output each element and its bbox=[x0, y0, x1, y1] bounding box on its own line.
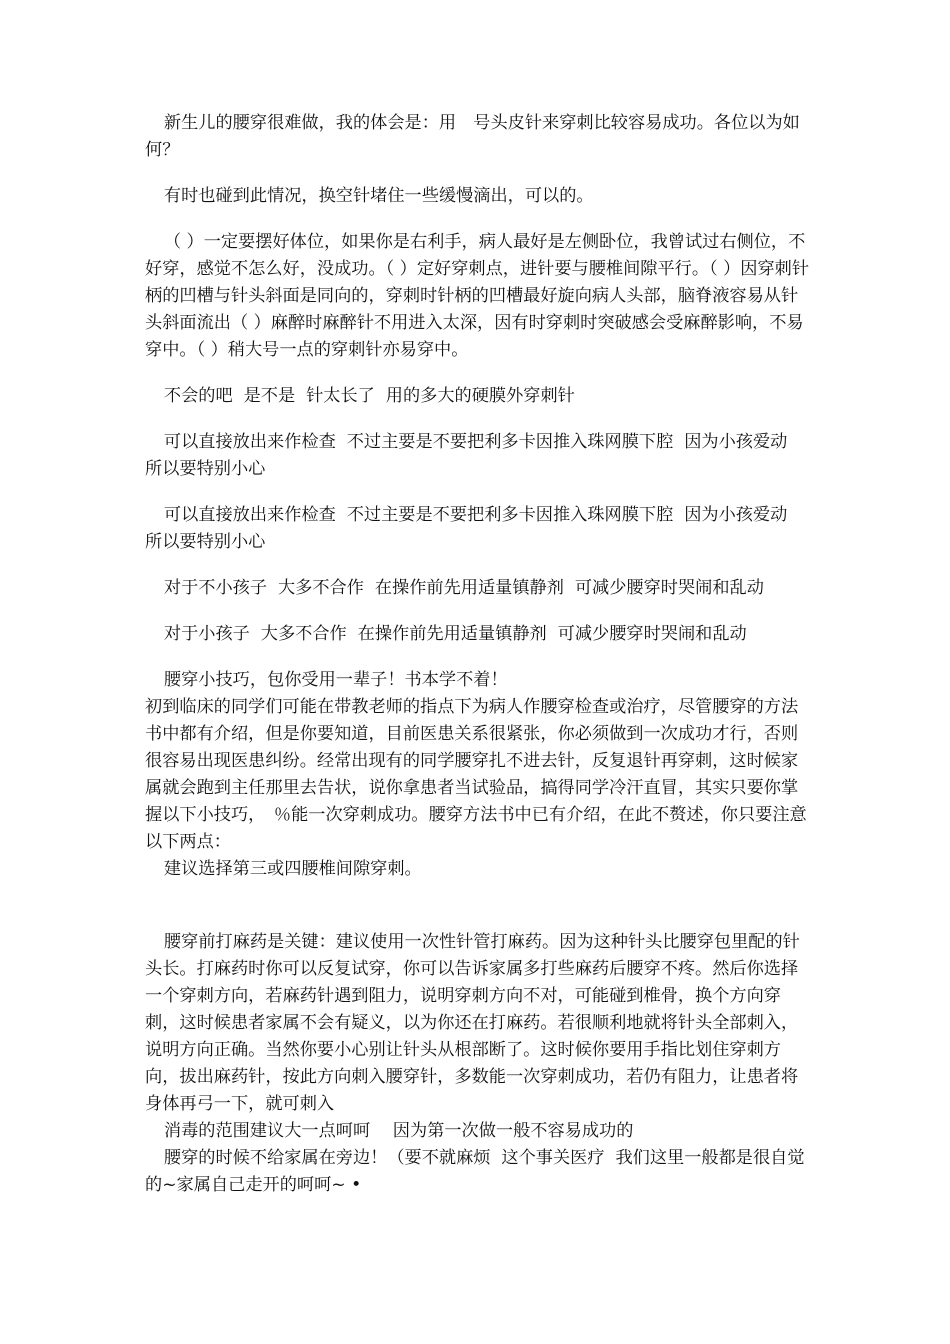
paragraph-neonatal-lumbar-puncture: 新生儿的腰穿很难做，我的体会是：用 号头皮针来穿刺比较容易成功。各位以为如何？ bbox=[145, 113, 800, 160]
paragraph-lidocaine-caution-2: 可以直接放出来作检查 不过主要是不要把利多卡因推入珠网膜下腔 因为小孩爱动 所以要特别小心 bbox=[145, 505, 799, 552]
paragraph-tip-interspace: 建议选择第三或四腰椎间隙穿刺。 bbox=[163, 859, 422, 879]
paragraph-tips-intro: 初到临床的同学们可能在带教老师的指点下为病人作腰穿检查或治疗，尽管腰穿的方法书中都有介绍，但是你要知道，目前医患关系很紧张，你必须做到一次成功才行，否则很容易出现医患纠纷。经常出现有的同学腰穿扎不进去针，反复退针再穿刺，这时候家属就会跑到主任那里去告状，说你拿患者当试验品，搞得同学冷汗直冒，其实只要你掌握以下小技巧， ％能一次穿刺成功。腰穿方法书中已有介绍，在此不赘述，你只要注意以下两点： bbox=[145, 697, 807, 852]
paragraph-disinfection: 消毒的范围建议大一点呵呵 因为第一次做一般不容易成功的 bbox=[163, 1121, 634, 1141]
paragraph-family-absent: 腰穿的时候不给家属在旁边！（要不就麻烦 这个事关医疗 我们这里一般都是很自觉的~家属自己走开的呵呵~ • bbox=[145, 1148, 805, 1195]
paragraph-reply-empty-syringe: 有时也碰到此情况，换空针堵住一些缓慢滴出，可以的。 bbox=[163, 186, 594, 206]
paragraph-tip-anesthesia: 腰穿前打麻药是关键：建议使用一次性针管打麻药。因为这种针头比腰穿包里配的针头长。打麻药时你可以反复试穿，你可以告诉家属多打些麻药后腰穿不疼。然后你选择一个穿刺方向，若麻药针遇到阻力，说明穿刺方向不对，可能碰到椎骨，换个方向穿刺，这时候患者家属不会有疑义，以为你还在打麻药。若很顺利地就将针头全部刺入，说明方向正确。当然你要小心别让针头从根部断了。这时候你要用手指比划住穿刺方向，拔出麻药针，按此方向刺入腰穿针，多数能一次穿刺成功，若仍有阻力，让患者将身体再弓一下，就可刺入 bbox=[145, 932, 800, 1114]
document-body bbox=[145, 110, 810, 1199]
paragraph-lidocaine-caution-1: 可以直接放出来作检查 不过主要是不要把利多卡因推入珠网膜下腔 因为小孩爱动 所以要特别小心 bbox=[145, 432, 799, 479]
paragraph-needle-question: 不会的吧 是不是 针太长了 用的多大的硬膜外穿刺针 bbox=[163, 386, 575, 406]
paragraph-positioning-tips: （ ）一定要摆好体位，如果你是右利手，病人最好是左侧卧位，我曾试过右侧位，不好穿，感觉不怎么好，没成功。（ ）定好穿刺点，进针要与腰椎间隙平行。（ ）因穿刺针柄的凹槽与针头斜面是同向的，穿刺时针柄的凹槽最好旋向病人头部，脑脊液容易从针头斜面流出（ ）麻醉时麻醉针不用进入太深，因有时穿刺时突破感会受麻醉影响，不易穿中。（ ）稍大号一点的穿刺针亦易穿中。 bbox=[145, 232, 810, 360]
paragraph-tips-heading: 腰穿小技巧，包你受用一辈子！书本学不着！ bbox=[163, 670, 508, 690]
paragraph-sedation-2: 对于小孩子 大多不合作 在操作前先用适量镇静剂 可减少腰穿时哭闹和乱动 bbox=[163, 624, 747, 644]
paragraph-sedation-1: 对于不小孩子 大多不合作 在操作前先用适量镇静剂 可减少腰穿时哭闹和乱动 bbox=[163, 578, 764, 598]
